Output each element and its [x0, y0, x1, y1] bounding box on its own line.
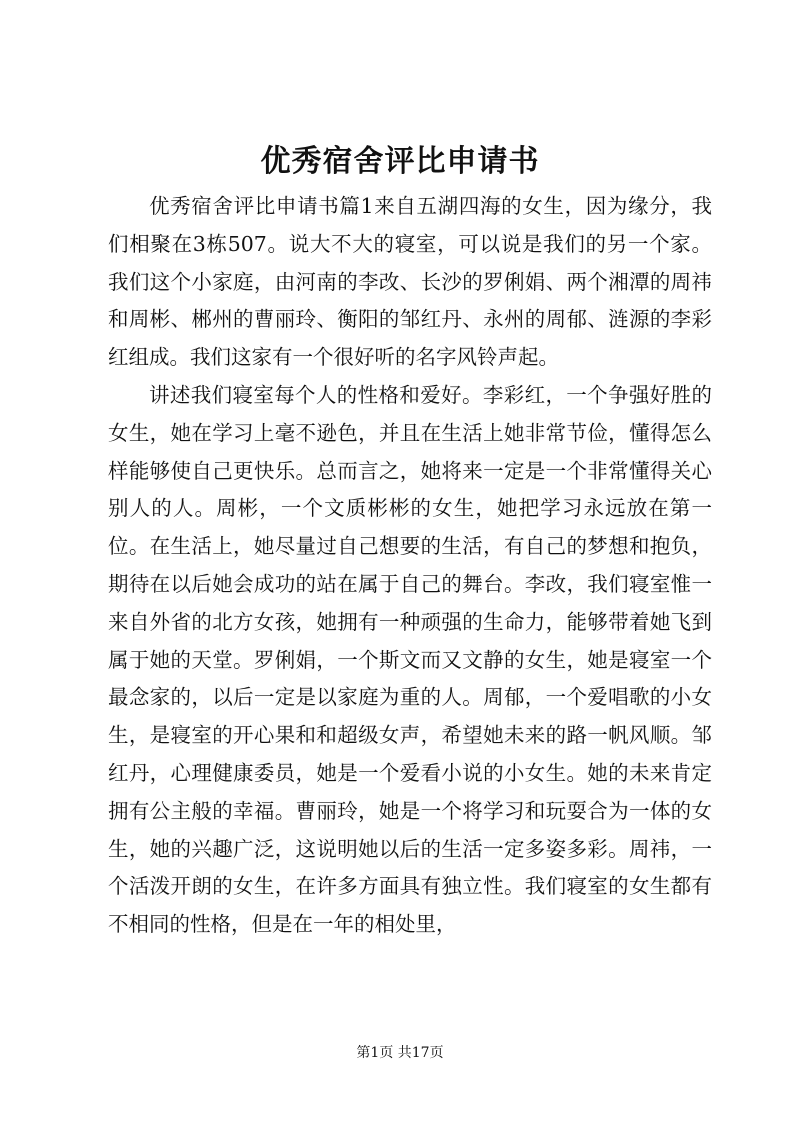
paragraph-intro: 优秀宿舍评比申请书篇1来自五湖四海的女生，因为缘分，我们相聚在3栋507。说大不大的寝室，可以说是我们的另一个家。我们这个小家庭，由河南的李改、长沙的罗俐娟、两个湘潭的周祎和周彬、郴州的曹丽玲、衡阳的邹红丹、永州的周郁、涟源的李彩红组成。我们这家有一个很好听的名字风铃声起。 — [108, 194, 712, 370]
document-title: 优秀宿舍评比申请书 — [260, 144, 540, 179]
document-body — [108, 188, 712, 944]
page-number-footer: 第1页 共17页 — [356, 1045, 444, 1061]
paragraph-personalities: 讲述我们寝室每个人的性格和爱好。李彩红，一个争强好胜的女生，她在学习上毫不逊色，并且在生活上她非常节俭，懂得怎么样能够使自己更快乐。总而言之，她将来一定是一个非常懂得关心别人的人。周彬，一个文质彬彬的女生，她把学习永远放在第一位。在生活上，她尽量过自己想要的生活，有自己的梦想和抱负，期待在以后她会成功的站在属于自己的舞台。李改，我们寝室惟一来自外省的北方女孩，她拥有一种顽强的生命力，能够带着她飞到属于她的天堂。罗俐娟，一个斯文而又文静的女生，她是寝室一个最念家的，以后一定是以家庭为重的人。周郁，一个爱唱歌的小女生，是寝室的开心果和和超级女声，希望她未来的路一帆风顺。邹红丹，心理健康委员，她是一个爱看小说的小女生。她的未来肯定拥有公主般的幸福。曹丽玲，她是一个将学习和玩耍合为一体的女生，她的兴趣广泛，这说明她以后的生活一定多姿多彩。周祎，一个活泼开朗的女生，在许多方面具有独立性。我们寝室的女生都有不相同的性格，但是在一年的相处里， — [108, 382, 712, 937]
